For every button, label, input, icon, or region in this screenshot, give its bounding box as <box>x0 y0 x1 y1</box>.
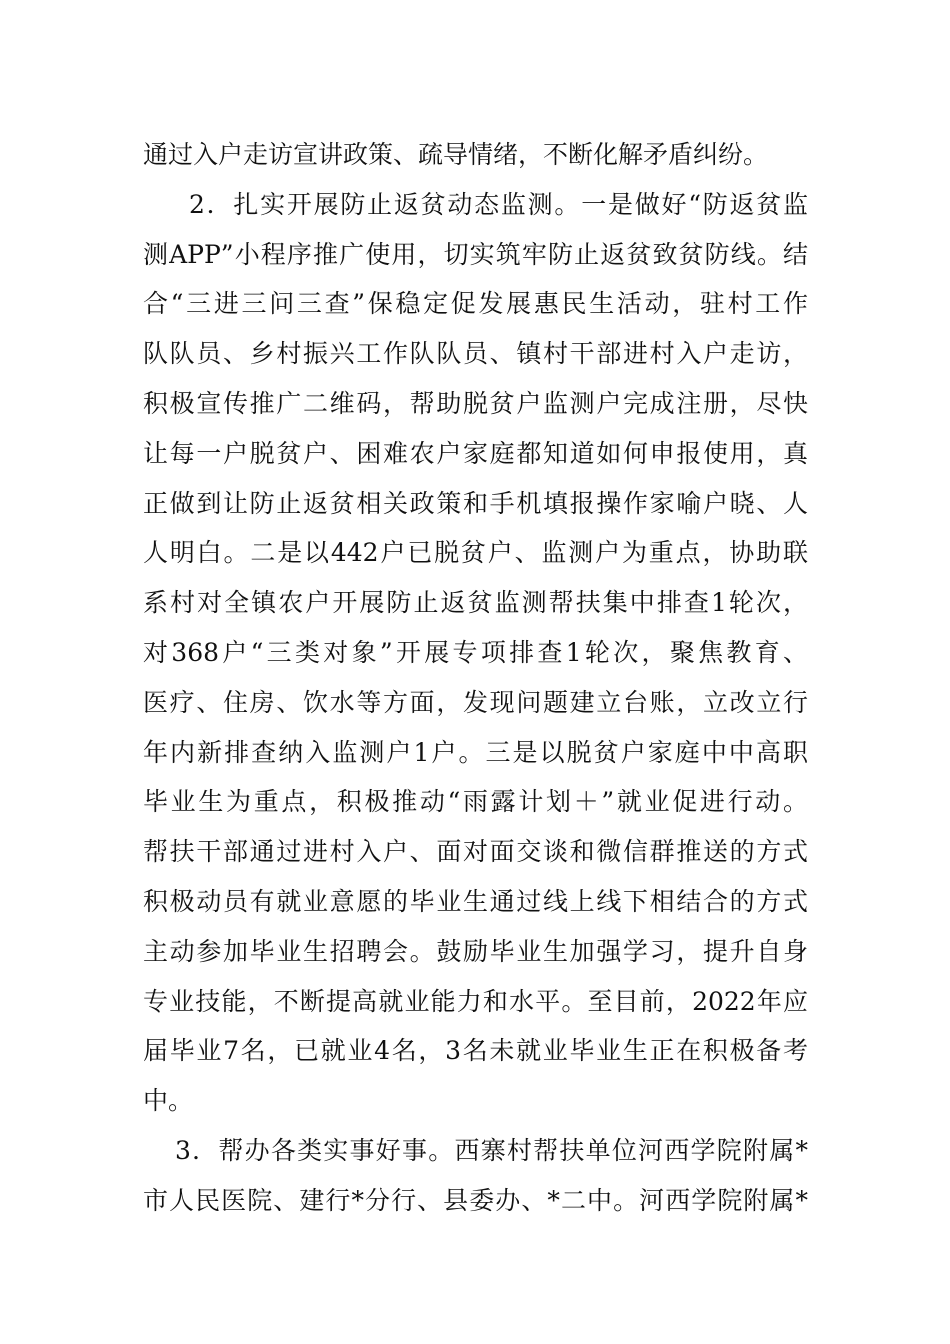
text-line: 年内新排查纳入监测户1户。三是以脱贫户家庭中中高职 <box>143 737 808 767</box>
text-line: 3．帮办各类实事好事。西寨村帮扶单位河西学院附属* <box>175 1135 808 1165</box>
text-line: 中。 <box>143 1086 194 1116</box>
paragraph-item-2-monitoring <box>143 180 808 1126</box>
text-line: 医疗、住房、饮水等方面，发现问题建立台账，立改立行 <box>143 687 808 717</box>
text-line: 主动参加毕业生招聘会。鼓励毕业生加强学习，提升自身 <box>143 936 808 966</box>
text-line: 帮扶干部通过进村入户、面对面交谈和微信群推送的方式 <box>143 837 808 867</box>
text-line: 积极宣传推广二维码，帮助脱贫户监测户完成注册，尽快 <box>143 388 808 418</box>
text-line: 让每一户脱贫户、困难农户家庭都知道如何申报使用，真 <box>143 438 808 468</box>
text-line: 对368户“三类对象”开展专项排查1轮次，聚焦教育、 <box>143 637 808 667</box>
paragraph-continuation <box>143 130 808 180</box>
text-line: 队队员、乡村振兴工作队队员、镇村干部进村入户走访， <box>143 339 808 369</box>
text-line: 市人民医院、建行*分行、县委办、*二中。河西学院附属* <box>143 1185 808 1215</box>
text-line: 人明白。二是以442户已脱贫户、监测户为重点，协助联 <box>143 538 808 568</box>
text-line: 系村对全镇农户开展防止返贫监测帮扶集中排查1轮次， <box>143 588 808 618</box>
text-line: 通过入户走访宣讲政策、疏导情绪，不断化解矛盾纠纷。 <box>143 140 769 169</box>
text-line: 专业技能，不断提高就业能力和水平。至目前，2022年应 <box>143 986 808 1016</box>
text-line: 毕业生为重点，积极推动“雨露计划＋”就业促进行动。 <box>143 787 808 817</box>
text-line: 测APP”小程序推广使用，切实筑牢防止返贫致贫防线。结 <box>143 239 808 269</box>
text-line: 正做到让防止返贫相关政策和手机填报操作家喻户晓、人 <box>143 488 808 518</box>
text-line: 积极动员有就业意愿的毕业生通过线上线下相结合的方式 <box>143 886 808 916</box>
text-line: 2．扎实开展防止返贫动态监测。一是做好“防返贫监 <box>189 189 808 219</box>
text-line: 届毕业7名，已就业4名，3名未就业毕业生正在积极备考 <box>143 1036 808 1066</box>
document-page <box>143 130 808 1226</box>
text-line: 合“三进三问三查”保稳定促发展惠民生活动，驻村工作 <box>143 289 808 319</box>
paragraph-item-3-good-deeds <box>143 1126 808 1226</box>
